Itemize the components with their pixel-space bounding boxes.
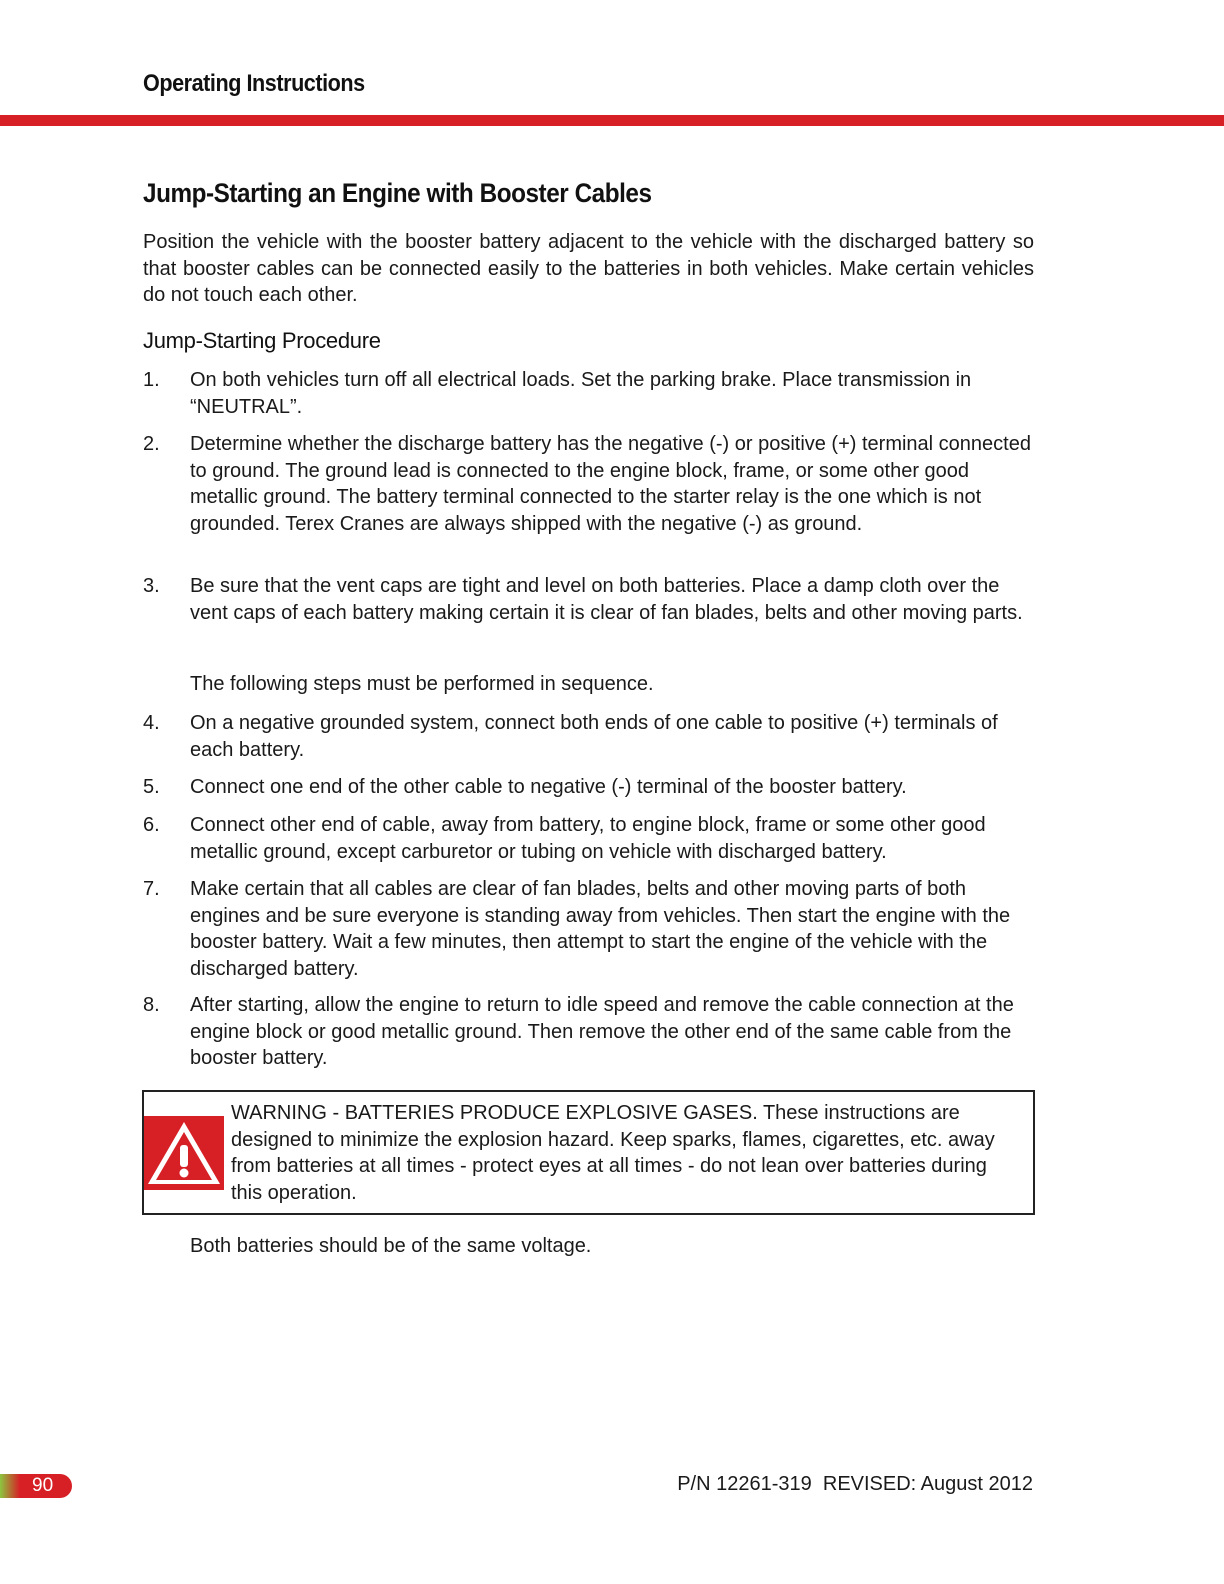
- part-number: P/N 12261-319 REVISED: August 2012: [677, 1473, 1033, 1495]
- step-text: Determine whether the discharge battery has the negative (-) or positive (+) terminal connected to ground. The ground lead is connected to the engine block, frame, or some other good metallic ground. The battery terminal connected to the starter relay is the one which is not grounded. Terex Cranes are always shipped with the negative (-) as ground.: [190, 433, 1031, 535]
- list-item: [143, 367, 1034, 420]
- step-number: 8.: [143, 994, 160, 1016]
- step-number: 5.: [143, 776, 160, 798]
- step-number: 7.: [143, 878, 160, 900]
- step-number: 3.: [143, 575, 160, 597]
- list-item: [143, 992, 1034, 1072]
- warning-text: WARNING - BATTERIES PRODUCE EXPLOSIVE GASES. These instructions are designed to minimize the explosion hazard. Keep sparks, flames, cigarettes, etc. away from batteries at all times - protect eyes at all times - do not lean over batteries during this operation.: [231, 1102, 995, 1204]
- step-text: Connect one end of the other cable to negative (-) terminal of the booster battery.: [190, 776, 907, 798]
- step-number: 4.: [143, 712, 160, 734]
- step-text: On both vehicles turn off all electrical loads. Set the parking brake. Place transmission in “NEUTRAL”.: [190, 369, 972, 418]
- badge-accent: [0, 1474, 20, 1498]
- page-number-badge: [0, 1474, 72, 1498]
- header-title: Operating Instructions: [143, 70, 365, 97]
- warning-triangle-icon: [144, 1116, 224, 1190]
- intro-paragraph: Position the vehicle with the booster battery adjacent to the vehicle with the discharged battery so that booster cables can be connected easily to the batteries in both vehicles. Make certain vehicles do not touch each other.: [143, 231, 1034, 306]
- list-item: [143, 774, 1034, 801]
- step-number: 1.: [143, 369, 160, 391]
- section-title: Jump-Starting an Engine with Booster Cables: [143, 178, 652, 208]
- step-number: 6.: [143, 814, 160, 836]
- list-item: [143, 573, 1034, 626]
- closing-note: Both batteries should be of the same voltage.: [190, 1235, 592, 1257]
- header-bar: [0, 115, 1224, 126]
- step-text: On a negative grounded system, connect both ends of one cable to positive (+) terminals of each battery.: [190, 712, 998, 761]
- list-item: [143, 710, 1034, 763]
- step-text: Connect other end of cable, away from battery, to engine block, frame or some other good metallic ground, except carburetor or tubing on vehicle with discharged battery.: [190, 814, 986, 863]
- list-item: [143, 876, 1034, 982]
- step-number: 2.: [143, 433, 160, 455]
- list-item: [143, 431, 1034, 537]
- warning-box: [142, 1090, 1035, 1215]
- page-number: 90: [32, 1475, 54, 1496]
- step-text: Be sure that the vent caps are tight and level on both batteries. Place a damp cloth over the vent caps of each battery making certain it is clear of fan blades, belts and other moving parts.: [190, 575, 1023, 624]
- sequence-note: The following steps must be performed in sequence.: [190, 673, 654, 695]
- procedure-title: Jump-Starting Procedure: [143, 328, 381, 353]
- step-text: Make certain that all cables are clear of fan blades, belts and other moving parts of both engines and be sure everyone is standing away from vehicles. Then start the engine with the booster battery. Wait a few minutes, then attempt to start the engine of the vehicle with the discharged battery.: [190, 878, 1011, 980]
- step-text: After starting, allow the engine to return to idle speed and remove the cable connection at the engine block or good metallic ground. Then remove the other end of the same cable from the booster battery.: [190, 994, 1014, 1069]
- list-item: [143, 812, 1034, 865]
